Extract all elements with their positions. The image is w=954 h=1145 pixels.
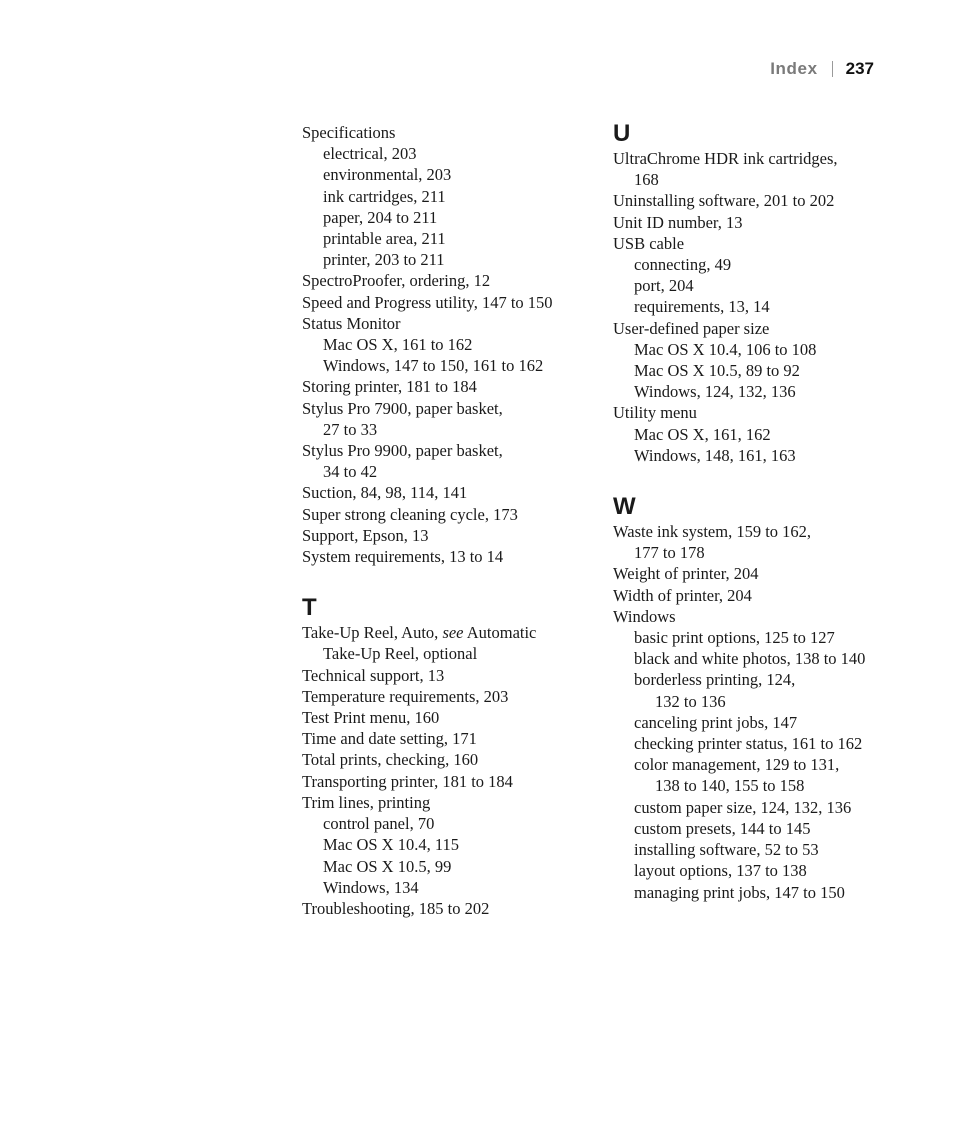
index-subentry: 132 to 136 — [655, 691, 726, 711]
index-section — [613, 122, 893, 466]
index-subentry: printer, 203 to 211 — [323, 250, 445, 270]
index-section — [302, 596, 582, 919]
index-entry: Waste ink system, 159 to 162, — [613, 522, 812, 542]
index-entry — [302, 622, 582, 643]
index-entry: Status Monitor — [302, 313, 401, 333]
index-subentry: black and white photos, 138 to 140 — [634, 649, 866, 669]
index-entry: Trim lines, printing — [302, 792, 431, 812]
index-column-right — [613, 122, 893, 932]
index-entry: Stylus Pro 9900, paper basket, — [302, 441, 503, 461]
index-entry: Utility menu — [613, 403, 697, 423]
index-entry: Technical support, 13 — [302, 665, 445, 685]
index-subentry: Take-Up Reel, optional — [323, 644, 478, 664]
section-letter: U — [613, 120, 631, 147]
index-subentry: Windows, 124, 132, 136 — [634, 382, 796, 402]
index-entry: Temperature requirements, 203 — [302, 686, 509, 706]
index-subentry: Windows, 148, 161, 163 — [634, 445, 796, 465]
index-subentry: custom paper size, 124, 132, 136 — [634, 797, 852, 817]
entry-text-continued: Automatic — [463, 623, 537, 643]
section-letter: T — [302, 594, 317, 622]
index-entry: Speed and Progress utility, 147 to 150 — [302, 292, 553, 312]
index-entry: Windows — [613, 606, 676, 626]
index-subentry: managing print jobs, 147 to 150 — [634, 882, 845, 902]
index-subentry: 138 to 140, 155 to 158 — [655, 776, 805, 796]
index-subentry: 168 — [634, 170, 659, 190]
index-subentry: 27 to 33 — [323, 419, 378, 439]
index-entry: Stylus Pro 7900, paper basket, — [302, 398, 503, 418]
section-letter: W — [613, 493, 636, 521]
index-entry: Suction, 84, 98, 114, 141 — [302, 483, 468, 503]
index-subentry: control panel, 70 — [323, 814, 435, 834]
index-entry: Test Print menu, 160 — [302, 708, 440, 728]
index-section — [613, 495, 893, 903]
index-entry: Width of printer, 204 — [613, 585, 752, 605]
index-subentry: layout options, 137 to 138 — [634, 861, 807, 881]
index-entry: Storing printer, 181 to 184 — [302, 377, 477, 397]
index-entry: USB cable — [613, 233, 685, 253]
index-entry: Specifications — [302, 123, 396, 142]
index-subentry: ink cartridges, 211 — [323, 186, 446, 206]
index-entry: Total prints, checking, 160 — [302, 750, 479, 770]
index-entry: Time and date setting, 171 — [302, 729, 477, 749]
index-entry: Support, Epson, 13 — [302, 525, 429, 545]
index-subentry: canceling print jobs, 147 — [634, 712, 798, 732]
index-subentry: printable area, 211 — [323, 229, 446, 249]
index-subentry: connecting, 49 — [634, 255, 732, 275]
index-entry: Unit ID number, 13 — [613, 212, 743, 232]
index-subentry: Mac OS X, 161, 162 — [634, 424, 771, 444]
index-column-left — [302, 122, 582, 948]
header-divider — [832, 61, 833, 77]
index-subentry: Mac OS X 10.4, 115 — [323, 835, 459, 855]
index-subentry: checking printer status, 161 to 162 — [634, 734, 863, 754]
index-entry: Transporting printer, 181 to 184 — [302, 771, 513, 791]
index-subentry: installing software, 52 to 53 — [634, 840, 819, 860]
index-subentry: basic print options, 125 to 127 — [634, 628, 835, 648]
index-subentry: electrical, 203 — [323, 144, 417, 164]
index-subentry: Mac OS X 10.5, 89 to 92 — [634, 361, 800, 381]
index-subentry: port, 204 — [634, 276, 694, 296]
index-entry: SpectroProofer, ordering, 12 — [302, 271, 491, 291]
index-subentry: Windows, 147 to 150, 161 to 162 — [323, 356, 544, 376]
index-subentry: color management, 129 to 131, — [634, 755, 840, 775]
index-entry: UltraChrome HDR ink cartridges, — [613, 149, 838, 168]
index-subentry: Windows, 134 — [323, 877, 419, 897]
index-subentry: Mac OS X, 161 to 162 — [323, 335, 473, 355]
running-header — [770, 58, 874, 80]
index-entry: User-defined paper size — [613, 318, 770, 338]
index-entry: System requirements, 13 to 14 — [302, 547, 504, 567]
index-subentry: 177 to 178 — [634, 543, 705, 563]
index-subentry: paper, 204 to 211 — [323, 207, 438, 227]
index-subentry: borderless printing, 124, — [634, 670, 796, 690]
entry-text: Take-Up Reel, Auto, — [302, 623, 443, 643]
index-subentry: environmental, 203 — [323, 165, 452, 185]
cross-reference-word: see — [442, 623, 464, 643]
index-subentry: Mac OS X 10.4, 106 to 108 — [634, 339, 817, 359]
index-section — [302, 122, 582, 567]
index-subentry: requirements, 13, 14 — [634, 297, 770, 317]
index-entry: Super strong cleaning cycle, 173 — [302, 504, 518, 524]
index-entry: Uninstalling software, 201 to 202 — [613, 191, 835, 211]
section-title: Index — [770, 59, 818, 78]
index-entry: Weight of printer, 204 — [613, 564, 759, 584]
index-subentry: 34 to 42 — [323, 462, 378, 482]
index-subentry: Mac OS X 10.5, 99 — [323, 856, 452, 876]
page-number: 237 — [845, 59, 874, 78]
index-entry: Troubleshooting, 185 to 202 — [302, 898, 490, 918]
index-subentry: custom presets, 144 to 145 — [634, 818, 811, 838]
